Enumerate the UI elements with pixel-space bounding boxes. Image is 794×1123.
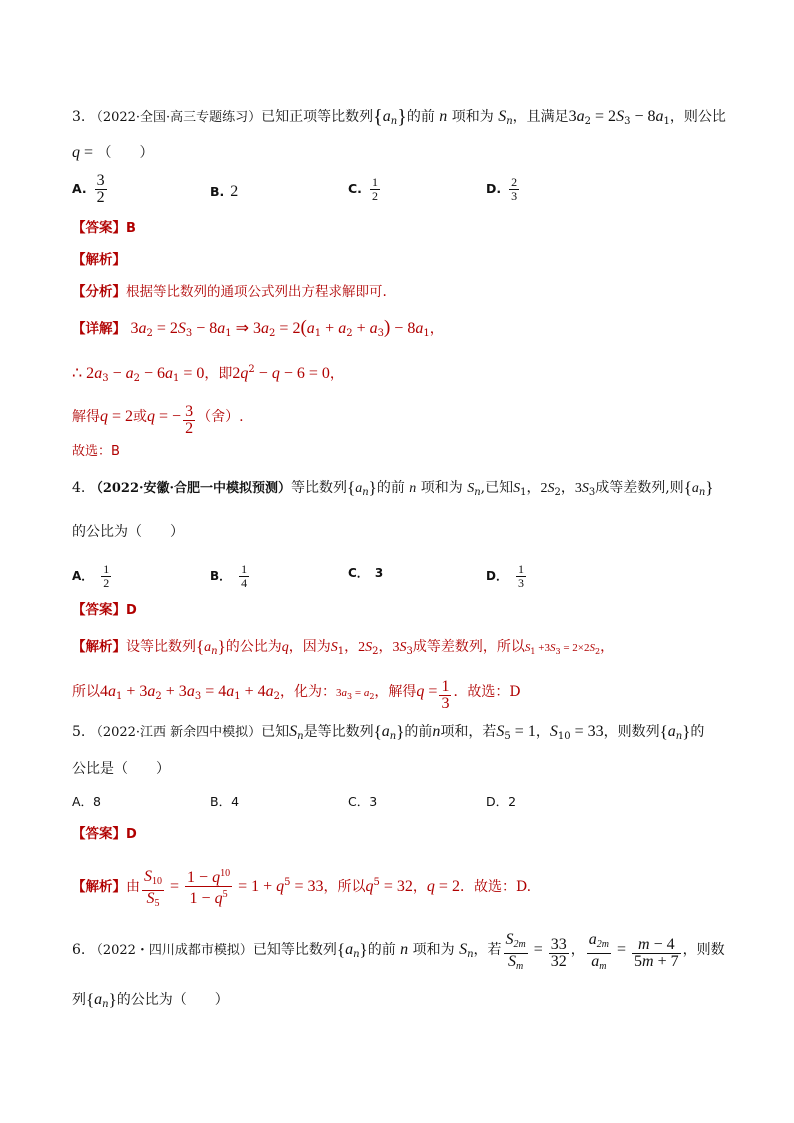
- q4-option-d: D． $\frac{1}{3}$: [486, 562, 524, 590]
- q3-xiangjie: 【详解】 $3a_2 = 2S_3 - 8a_1$ ⇒ $3a_2 = 2(a_1 + a_2 + a_3) - 8a_1$，: [72, 317, 444, 339]
- q6-stem-line1: 6. （2022・四川成都市模拟）已知等比数列$\{a_n\}$的前 n 项和为 $S_n$，若 $\frac{S2m}{Sm}$ = $\frac{33}{32}$ ， $\frac{a2m}{am}$ = $\frac{m - 4}{5m + 7}$ ，则数: [72, 931, 725, 972]
- q3-option-b: B. 2: [210, 183, 239, 200]
- q5-stem-line2: 公比是（ ）: [72, 761, 170, 777]
- q4-source: （2022·安徽·合肥一中模拟预测）: [89, 481, 292, 496]
- q5-answer: 【答案】D: [72, 826, 137, 842]
- q4-stem-line2: 的公比为（ ）: [72, 524, 184, 540]
- q3-final: 故选：B: [72, 444, 120, 459]
- q4-jiexi-line1: 【解析】设等比数列$\{a_n\}$的公比为q，因为$S_1$，$2S_2$，$3S_3$成等差数列，所以$S_1 +3S_3 = 2\times 2S_2$，: [72, 637, 615, 657]
- q5-option-b: B．4: [210, 794, 240, 809]
- q6-stem-line2: 列$\{a_n\}$的公比为（ ）: [72, 990, 229, 1010]
- q3-source: （2022·全国·高三专题练习）: [89, 110, 262, 125]
- q4-option-b: B． $\frac{1}{4}$: [210, 562, 248, 590]
- q4-jiexi-line2: 所以$4a_1 + 3a_2 + 3a_3 = 4a_1 + 4a_2$，化为：$3a_3 = a_2$，解得q = $\frac{1}{3}$ ．故选：D: [72, 678, 521, 712]
- q4-option-c: C． 3: [348, 566, 384, 580]
- q3-jiexi-tag: 【解析】: [72, 252, 126, 268]
- q5-option-d: D．2: [486, 794, 517, 809]
- q4-answer: 【答案】D: [72, 602, 137, 618]
- q4-stem-line1: 4. （2022·安徽·合肥一中模拟预测）等比数列$\{a_n\}$的前 n 项和为 $S_n$,已知$S_1$，$2S_2$，$3S_3$成等差数列,则$\{a_n\}$: [72, 478, 714, 498]
- q6-source: （2022・四川成都市模拟）: [89, 943, 253, 958]
- q3-fenxi: 【分析】根据等比数列的通项公式列出方程求解即可.: [72, 284, 387, 300]
- q3-step2: ∴ $2a_3 - a_2 - 6a_1 = 0$，即$2q^2 - q - 6 = 0$，: [72, 364, 344, 384]
- q3-answer: 【答案】B: [72, 220, 136, 236]
- q4-option-a: A． $\frac{1}{2}$: [72, 562, 110, 590]
- q3-paren: （ ）: [97, 145, 154, 161]
- q3-step3: 解得q = 2或q = − $\frac{3}{2}$ （舍）.: [72, 403, 244, 437]
- q3-stem-line1: 3. （2022·全国·高三专题练习）已知正项等比数列$\{a_n\}$的前 n 项和为 $S_n$，且满足$3a_2 = 2S_3 - 8a_1$，则公比: [72, 106, 726, 128]
- q6-number: 6.: [72, 942, 86, 958]
- q3-stem-line2: q = （ ）: [72, 144, 154, 161]
- q5-source: （2022·江西 新余四中模拟）: [89, 725, 262, 740]
- q3-option-d: D. $\frac{2}{3}$: [486, 175, 518, 203]
- q4-number: 4.: [72, 480, 86, 496]
- q5-number: 5.: [72, 724, 86, 740]
- q3-number: 3.: [72, 109, 86, 125]
- q3-option-c: C. $\frac{1}{2}$: [348, 175, 378, 203]
- q3-option-a: A. $\frac{3}{2}$: [72, 172, 105, 206]
- q5-jiexi: 【解析】由 $\frac{S_{10}}{S_5}$ = $\frac{1 - q^{10}}{1 - q^5}$ = $1 + q^5 = 33$，所以$q^5 = 32$，q = 2．故选：D.: [72, 868, 532, 909]
- q5-option-a: A．8: [72, 794, 102, 809]
- q5-stem-line1: 5. （2022·江西 新余四中模拟）已知$S_n$是等比数列$\{a_n\}$的前n项和，若$S_5 = 1$，$S_{10} = 33$，则数列$\{a_n\}$的: [72, 722, 705, 742]
- q5-option-c: C．3: [348, 794, 378, 809]
